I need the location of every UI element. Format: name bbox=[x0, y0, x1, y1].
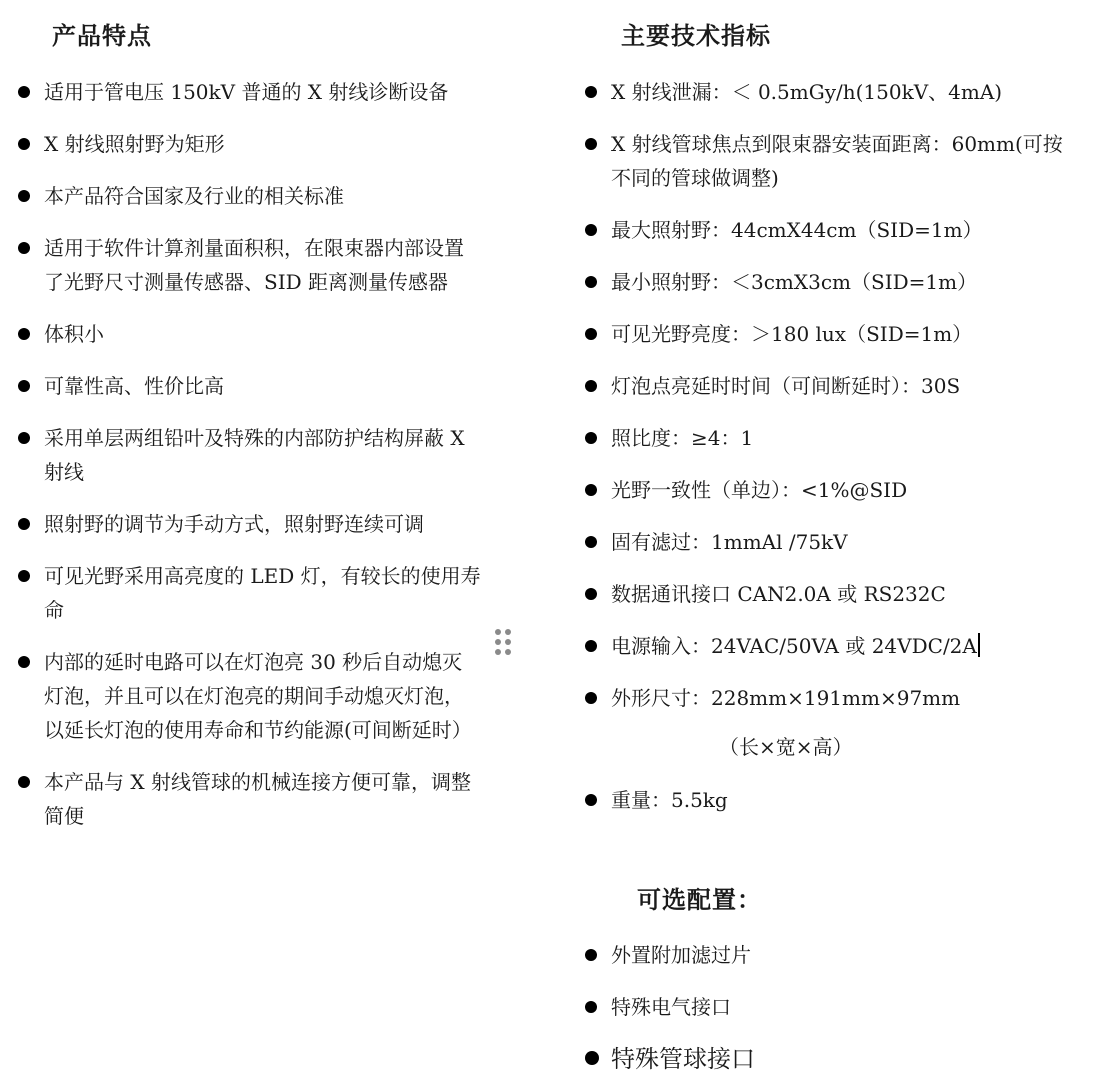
bullet-dot-icon bbox=[585, 1001, 597, 1013]
bullet-dot-icon bbox=[585, 224, 597, 236]
list-item: 照射野的调节为手动方式，照射野连续可调 bbox=[18, 507, 548, 541]
list-item: 灯泡点亮延时时间（可间断延时）：30S bbox=[585, 369, 1105, 403]
bullet-dot-icon bbox=[18, 138, 30, 150]
bullet-dot-icon bbox=[585, 692, 597, 704]
bullet-dot-icon bbox=[18, 432, 30, 444]
bullet-dot-icon bbox=[18, 776, 30, 788]
bullet-dot-icon bbox=[585, 380, 597, 392]
bullet-dot-icon bbox=[18, 328, 30, 340]
list-item: （长×宽×高） bbox=[719, 735, 853, 759]
list-item: 外形尺寸：228mm×191mm×97mm bbox=[585, 681, 1105, 715]
bullet-dot-icon bbox=[585, 588, 597, 600]
list-item: 数据通讯接口 CAN2.0A 或 RS232C bbox=[585, 577, 1105, 611]
list-item: 可见光野亮度：＞180 lux（SID=1m） bbox=[585, 317, 1105, 351]
bullet-dot-icon bbox=[585, 1051, 599, 1065]
list-item: X 射线管球焦点到限束器安装面距离：60mm(可按 不同的管球做调整) bbox=[585, 127, 1105, 195]
list-item: 特殊电气接口 bbox=[585, 990, 1105, 1024]
bullet-dot-icon bbox=[585, 484, 597, 496]
bullet-dot-icon bbox=[585, 276, 597, 288]
list-item: 固有滤过：1mmAl /75kV bbox=[585, 525, 1105, 559]
drag-handle-icon[interactable] bbox=[495, 629, 515, 661]
list-item: 体积小 bbox=[18, 317, 548, 351]
options-title: 可选配置： bbox=[637, 886, 762, 914]
bullet-dot-icon bbox=[18, 86, 30, 98]
list-item: 最小照射野：＜3cmX3cm（SID=1m） bbox=[585, 265, 1105, 299]
bullet-dot-icon bbox=[18, 656, 30, 668]
bullet-dot-icon bbox=[585, 86, 597, 98]
list-item: 适用于管电压 150kV 普通的 X 射线诊断设备 bbox=[18, 75, 548, 109]
list-item: 可见光野采用高亮度的 LED 灯，有较长的使用寿 命 bbox=[18, 559, 548, 627]
list-item: 可靠性高、性价比高 bbox=[18, 369, 548, 403]
list-item: 特殊管球接口 bbox=[585, 1040, 1105, 1078]
bullet-dot-icon bbox=[585, 138, 597, 150]
text-cursor bbox=[978, 633, 980, 657]
bullet-dot-icon bbox=[18, 190, 30, 202]
list-item: 本产品与 X 射线管球的机械连接方便可靠，调整 简便 bbox=[18, 765, 548, 833]
features-title: 产品特点 bbox=[52, 22, 152, 50]
list-item: 本产品符合国家及行业的相关标准 bbox=[18, 179, 548, 213]
bullet-dot-icon bbox=[585, 432, 597, 444]
list-item: 电源输入：24VAC/50VA 或 24VDC/2A bbox=[585, 629, 1105, 663]
bullet-dot-icon bbox=[585, 949, 597, 961]
list-item: X 射线照射野为矩形 bbox=[18, 127, 548, 161]
bullet-dot-icon bbox=[585, 536, 597, 548]
bullet-dot-icon bbox=[18, 570, 30, 582]
list-item: 外置附加滤过片 bbox=[585, 938, 1105, 972]
list-item: 光野一致性（单边）：<1%@SID bbox=[585, 473, 1105, 507]
list-item: 照比度：≥4：1 bbox=[585, 421, 1105, 455]
bullet-dot-icon bbox=[18, 380, 30, 392]
bullet-dot-icon bbox=[18, 518, 30, 530]
list-item: 重量：5.5kg bbox=[585, 783, 1105, 817]
list-item: X 射线泄漏：＜ 0.5mGy/h(150kV、4mA) bbox=[585, 75, 1105, 109]
specs-title: 主要技术指标 bbox=[621, 22, 771, 50]
bullet-dot-icon bbox=[585, 640, 597, 652]
bullet-dot-icon bbox=[585, 794, 597, 806]
bullet-dot-icon bbox=[18, 242, 30, 254]
list-item: 最大照射野：44cmX44cm（SID=1m） bbox=[585, 213, 1105, 247]
list-item: 内部的延时电路可以在灯泡亮 30 秒后自动熄灭 灯泡，并且可以在灯泡亮的期间手动熄灭灯泡， 以延长灯泡的使用寿命和节约能源(可间断延时） bbox=[18, 645, 548, 747]
bullet-dot-icon bbox=[585, 328, 597, 340]
list-item: 采用单层两组铅叶及特殊的内部防护结构屏蔽 X 射线 bbox=[18, 421, 548, 489]
list-item: 适用于软件计算剂量面积积，在限束器内部设置 了光野尺寸测量传感器、SID 距离测量传感器 bbox=[18, 231, 548, 299]
